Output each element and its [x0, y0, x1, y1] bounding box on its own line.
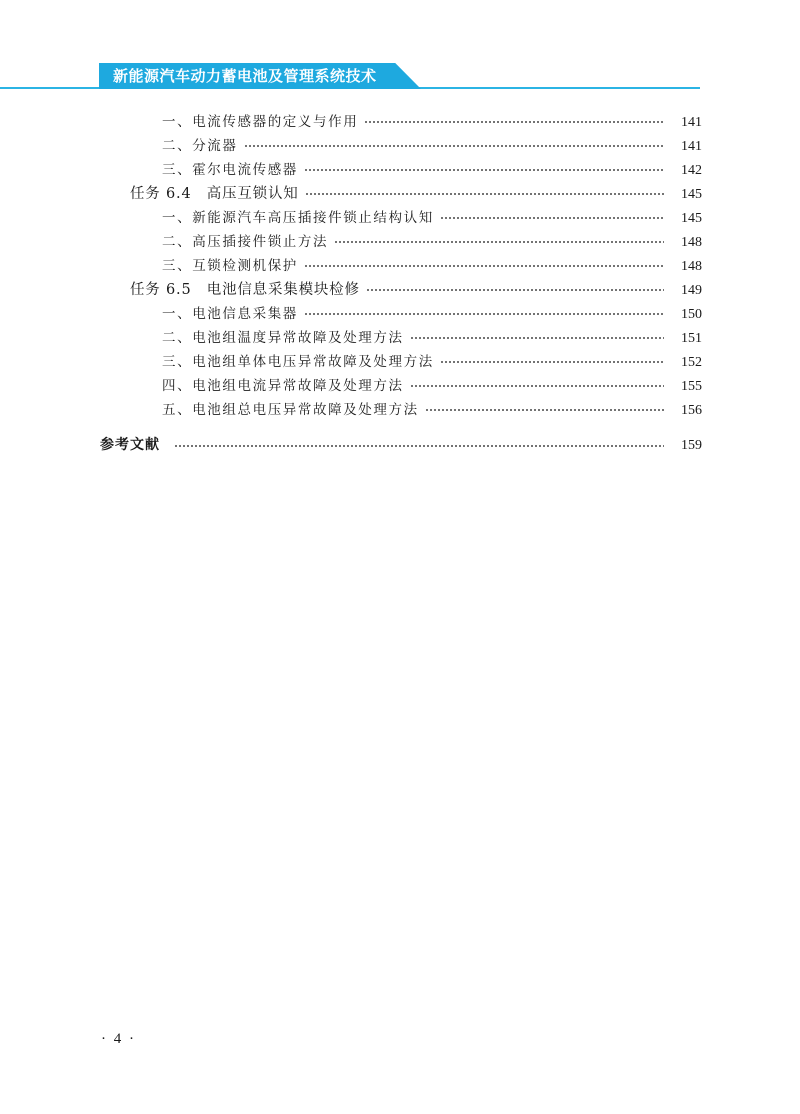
references-page: 159 — [681, 438, 702, 453]
toc-entry[interactable] — [162, 206, 702, 226]
toc-entry[interactable] — [162, 326, 702, 346]
toc-entry-page: 141 — [681, 115, 702, 130]
leader-dots — [244, 144, 665, 148]
toc-entry-label: 三、霍尔电流传感器 — [162, 162, 298, 178]
running-header-title: 新能源汽车动力蓄电池及管理系统技术 — [113, 67, 377, 85]
leader-dots — [410, 336, 664, 340]
toc-entry[interactable] — [162, 158, 702, 178]
toc-task-entry[interactable] — [130, 278, 702, 298]
references-label: 参考文献 — [100, 437, 160, 453]
toc-entry-label: 二、分流器 — [162, 138, 238, 154]
toc-entry-page: 145 — [681, 211, 702, 226]
toc-entry-page: 149 — [681, 283, 702, 298]
leader-dots — [364, 120, 664, 124]
leader-dots — [334, 240, 664, 244]
leader-dots — [305, 192, 664, 196]
leader-dots — [174, 444, 664, 448]
toc-entry-label: 三、电池组单体电压异常故障及处理方法 — [162, 354, 434, 370]
toc-task-label: 任务 6.4 高压互锁认知 — [130, 186, 299, 202]
toc-task-entry[interactable] — [130, 182, 702, 202]
toc-entry-page: 148 — [681, 235, 702, 250]
toc-task-label: 任务 6.5 电池信息采集模块检修 — [130, 282, 360, 298]
leader-dots — [440, 360, 664, 364]
leader-dots — [304, 168, 664, 172]
toc-entry[interactable] — [162, 110, 702, 130]
toc-entry-page: 151 — [681, 331, 702, 346]
toc-entry-label: 一、电池信息采集器 — [162, 306, 298, 322]
toc-entry-label: 三、互锁检测机保护 — [162, 258, 298, 274]
leader-dots — [410, 384, 664, 388]
toc-entry[interactable] — [162, 302, 702, 322]
toc-entry-page: 148 — [681, 259, 702, 274]
leader-dots — [304, 312, 664, 316]
toc-entry-page: 155 — [681, 379, 702, 394]
leader-dots — [425, 408, 664, 412]
toc-entry[interactable] — [162, 398, 702, 418]
toc-entry-label: 二、电池组温度异常故障及处理方法 — [162, 330, 404, 346]
toc-entry[interactable] — [162, 254, 702, 274]
toc-entry[interactable] — [162, 134, 702, 154]
toc-entry[interactable] — [162, 230, 702, 250]
toc-references-entry[interactable] — [100, 434, 702, 454]
page-folio: · 4 · — [101, 1031, 136, 1047]
leader-dots — [366, 288, 664, 292]
toc-entry-page: 141 — [681, 139, 702, 154]
toc-entry-page: 152 — [681, 355, 702, 370]
toc-entry-label: 一、新能源汽车高压插接件锁止结构认知 — [162, 210, 434, 226]
toc-entry-page: 156 — [681, 403, 702, 418]
toc-entry-label: 四、电池组电流异常故障及处理方法 — [162, 378, 404, 394]
leader-dots — [440, 216, 664, 220]
toc-entry-page: 142 — [681, 163, 702, 178]
leader-dots — [304, 264, 664, 268]
toc-entry-page: 145 — [681, 187, 702, 202]
toc-entry-page: 150 — [681, 307, 702, 322]
toc-entry[interactable] — [162, 374, 702, 394]
toc-entry[interactable] — [162, 350, 702, 370]
toc-entry-label: 二、高压插接件锁止方法 — [162, 234, 329, 250]
toc-entry-label: 五、电池组总电压异常故障及处理方法 — [162, 402, 419, 418]
toc-entry-label: 一、电流传感器的定义与作用 — [162, 114, 359, 130]
